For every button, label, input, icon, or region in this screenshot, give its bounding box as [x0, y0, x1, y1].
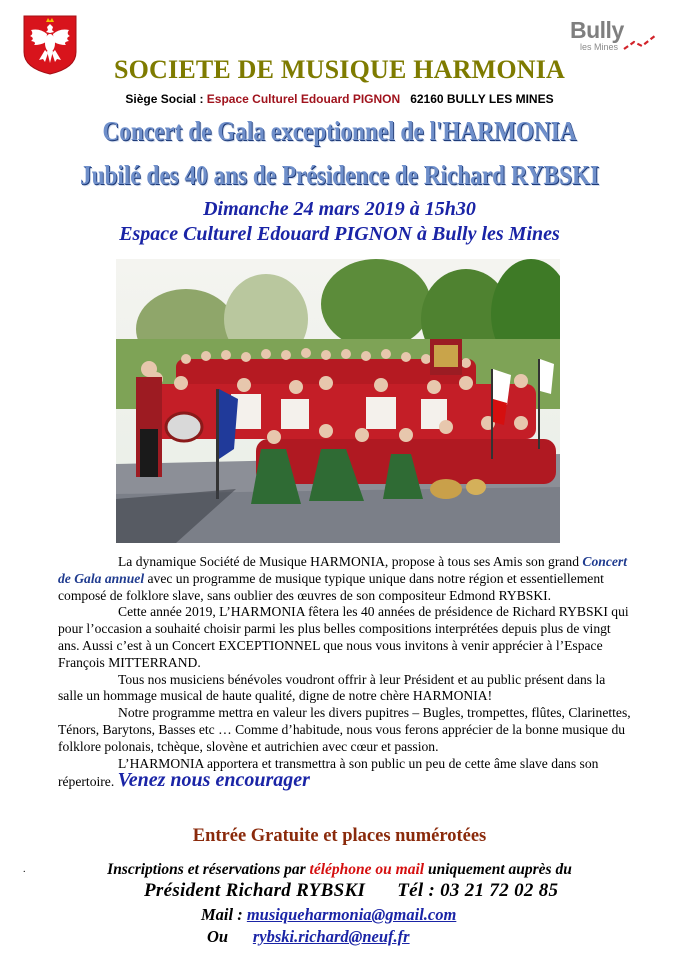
mail-line — [201, 905, 456, 925]
inscriptions-line — [0, 861, 679, 879]
jubile-title: Jubilé des 40 ans de Présidence de Richard RYBSKI — [79, 160, 600, 190]
paragraph-4: Notre programme mettra en valeur les divers pupitres – Bugles, trompettes, flûtes, Clarinettes, Ténors, Barytons, Basses etc … Comme d’habitude, nous vous ferons apprécier de la bonne musique du folklore polonais, tchèque, slovène et autrichien avec cœur et passion. — [58, 705, 631, 754]
p1-rest: avec un programme de musique typique unique dans notre région et essentiellement composé de folklore slave, sans oublier des œuvres de son compositeur Edmond RYBSKI. — [58, 570, 604, 603]
bully-les-mines-logo — [560, 15, 658, 57]
paragraph-5 — [58, 756, 632, 792]
society-name: SOCIETE DE MUSIQUE HARMONIA — [113, 55, 566, 84]
logo-title: Bully — [570, 17, 624, 43]
concert-title: Concert de Gala exceptionnel de l'HARMONIA — [102, 116, 577, 146]
mail-label: Mail : — [201, 905, 247, 924]
ou-label: Ou — [207, 927, 229, 946]
mail-link-2[interactable]: rybski.richard@neuf.fr — [252, 927, 410, 946]
siege-social — [0, 92, 679, 106]
mail-link-1[interactable]: musiqueharmonia@gmail.com — [246, 905, 457, 924]
paragraph-2: Cette année 2019, L’HARMONIA fêtera les 40 années de présidence de Richard RYBSKI qui pour l’occasion a souhaité choisir parmi les plus belles compositions interprétées depuis plus de vingt ans. Aussi c’est à un Concert EXCEPTIONNEL que nous vous invitons à venir apprécier à l’Espace François MITTERRAND. — [58, 604, 629, 670]
siege-city: 62160 BULLY LES MINES — [410, 92, 554, 106]
p1-intro: La dynamique Société de Musique HARMONIA, propose à tous ses Amis son grand — [118, 554, 579, 569]
body-text — [58, 554, 632, 791]
paragraph-1 — [58, 554, 632, 604]
siege-address: Espace Culturel Edouard PIGNON — [206, 92, 401, 106]
group-photo — [116, 259, 560, 543]
inscr-start: Inscriptions et réservations par — [107, 861, 310, 878]
event-venue: Espace Culturel Edouard PIGNON à Bully les Mines — [119, 223, 560, 245]
p1-highlight: Concert de Gala annuel — [58, 554, 627, 586]
president-name: Président Richard RYBSKI — [144, 880, 366, 901]
alt-mail-line — [207, 927, 410, 947]
logo-swoosh-icon — [622, 29, 658, 55]
venez-encourager: Venez nous encourager — [117, 769, 310, 792]
p5-text: L’HARMONIA apportera et transmettra à son public un peu de cette âme slave dans son répertoire. — [58, 755, 599, 790]
siege-label: Siège Social : — [125, 92, 207, 106]
event-date: Dimanche 24 mars 2019 à 15h30 — [203, 198, 476, 220]
inscr-end: uniquement auprès du — [424, 861, 572, 878]
entree-gratuite: Entrée Gratuite et places numérotées — [192, 826, 487, 846]
president-line — [144, 880, 558, 902]
logo-subtitle: les Mines — [580, 42, 619, 52]
stray-dot: . — [23, 864, 26, 875]
paragraph-3: Tous nos musiciens bénévoles voudront offrir à leur Président et au public présent dans la salle un hommage musical de haute qualité, digne de notre chère HARMONIA! — [58, 671, 606, 704]
inscr-highlight: téléphone ou mail — [309, 861, 425, 878]
telephone: Tél : 03 21 72 02 85 — [397, 880, 559, 901]
